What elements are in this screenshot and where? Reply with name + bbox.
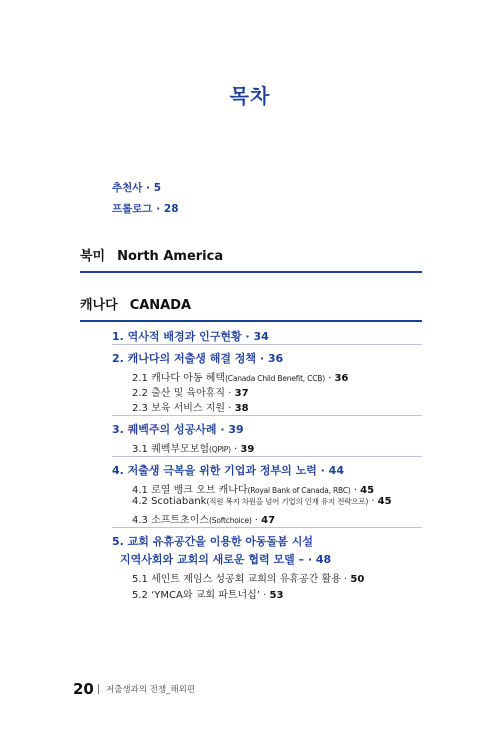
front-item-prologue: 프롤로그 · 28 — [112, 203, 179, 215]
subsection-5-1: 5.1 세인트 제임스 성공회 교회의 유휴공간 활용 · 50 — [132, 574, 365, 585]
subsection-4-3: 4.3 소프트초이스(Softchoice) · 47 — [132, 515, 276, 526]
subsection-4-1: 4.1 로열 뱅크 오브 캐나다(Royal Bank of Canada, RBC) · 45 — [132, 485, 375, 496]
chapter-divider — [112, 527, 422, 528]
subsection-5-2: 5.2 ‘YMCA와 교회 파트너십’ · 53 — [132, 590, 284, 601]
front-item-foreword: 추천사 · 5 — [112, 182, 162, 194]
chapter-5-subtitle: 지역사회와 교회의 새로운 협력 모델 – · 48 — [120, 553, 332, 566]
section-heading-canada: 캐나다 CANADA — [80, 294, 422, 322]
subsection-4-2: 4.2 Scotiabank(직원 복지 차원을 넘어 기업의 인재 유지 전략으로) · 45 — [132, 496, 392, 507]
subsection-2-3: 2.3 보육 서비스 지원 · 38 — [132, 403, 249, 414]
subsection-2-2: 2.2 출산 및 육아휴직 · 37 — [132, 388, 249, 399]
page-title: 목차 — [229, 84, 271, 108]
chapter-divider — [112, 344, 422, 345]
page-number: 20 — [73, 680, 94, 698]
chapter-1: 1. 역사적 배경과 인구현황 · 34 — [112, 330, 269, 343]
chapter-2: 2. 캐나다의 저출생 해결 정책 · 36 — [112, 352, 284, 365]
chapter-4: 4. 저출생 극복을 위한 기업과 정부의 노력 · 44 — [112, 464, 344, 477]
subsection-2-1: 2.1 캐나다 아동 혜택(Canada Child Benefit, CCB) · 36 — [132, 373, 349, 384]
chapter-5: 5. 교회 유휴공간을 이용한 아동돌봄 시설 — [112, 535, 313, 548]
running-title: 저출생과의 전쟁_해외편 — [106, 685, 196, 695]
folio-separator — [98, 684, 99, 694]
part-heading-north-america: 북미 North America — [80, 245, 422, 273]
chapter-divider — [112, 456, 422, 457]
chapter-divider — [112, 415, 422, 416]
subsection-3-1: 3.1 퀘벡부모보험(QPIP) · 39 — [132, 444, 255, 455]
chapter-3: 3. 퀘벡주의 성공사례 · 39 — [112, 423, 244, 436]
